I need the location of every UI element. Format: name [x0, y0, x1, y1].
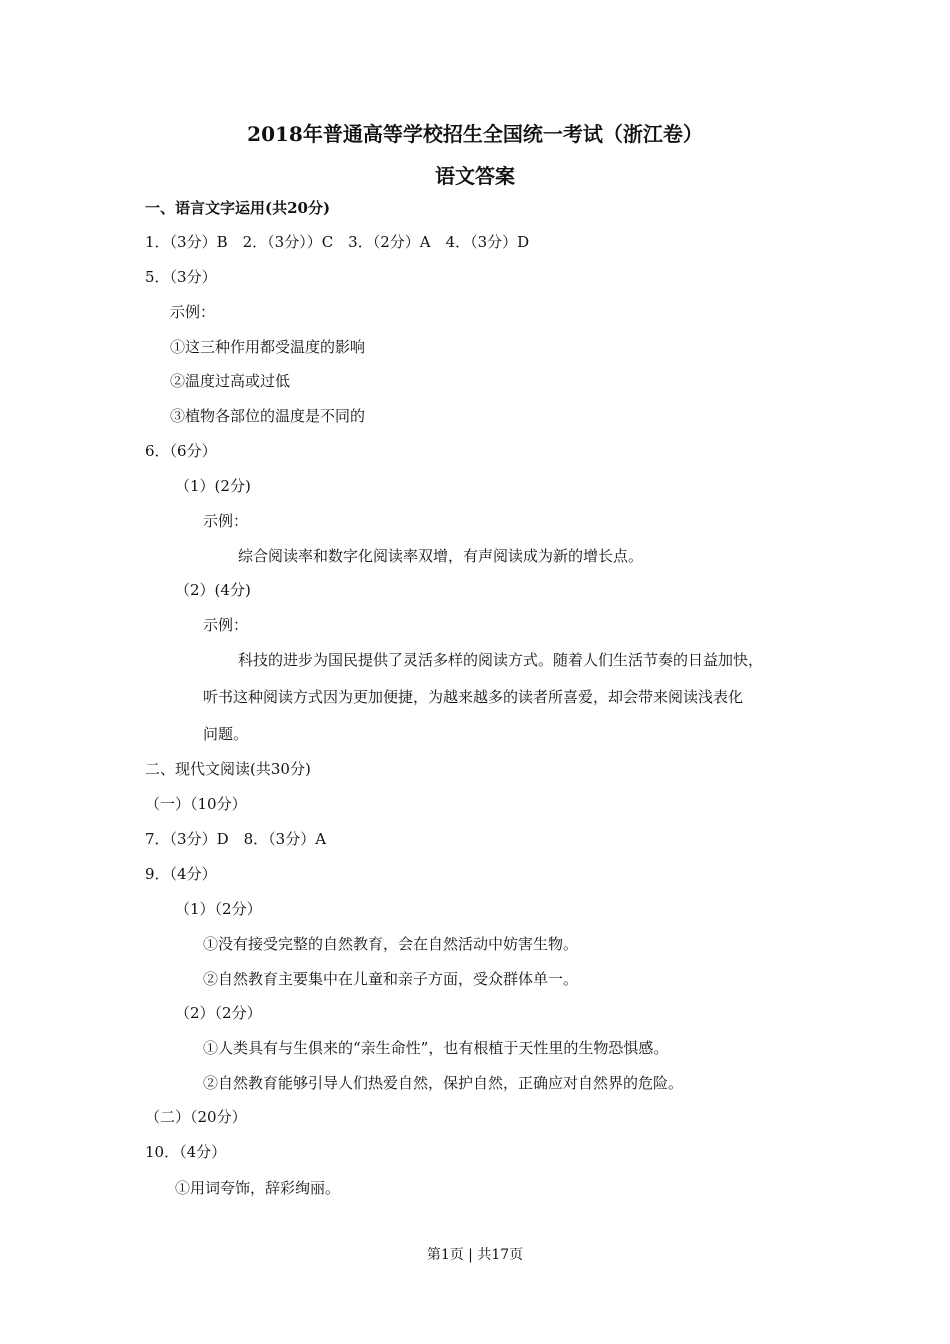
answer-line: ②自然教育能够引导人们热爱自然，保护自然，正确应对自然界的危险。: [203, 1074, 684, 1092]
doc-subtitle: 语文答案: [435, 164, 515, 188]
doc-title: 2018年普通高等学校招生全国统一考试（浙江卷）: [247, 122, 703, 146]
answer-line: 综合阅读率和数字化阅读率双增，有声阅读成为新的增长点。: [238, 547, 644, 565]
answer-line: 问题。: [203, 725, 249, 743]
answer-line: 6．（6分）: [145, 442, 217, 460]
answer-line: 7．（3分）D 8．（3分）A: [145, 830, 327, 848]
answer-line: 10．（4分）: [145, 1143, 227, 1161]
answer-line: （2）（2分）: [175, 1004, 262, 1022]
answer-line: ①没有接受完整的自然教育，会在自然活动中妨害生物。: [203, 935, 579, 953]
answer-line: ②温度过高或过低: [170, 372, 291, 390]
answer-line: ①用词夸饰，辞彩绚丽。: [175, 1179, 341, 1197]
page-footer: 第1页 | 共17页: [426, 1247, 524, 1263]
answer-line: 1．（3分）B 2．（3分））C 3．（2分）A 4．（3分）D: [145, 233, 530, 251]
answer-line: 9．（4分）: [145, 865, 217, 883]
answer-line: 示例：: [203, 616, 249, 634]
answer-line: 示例：: [203, 512, 249, 530]
answer-line: （一）（10分）: [145, 795, 247, 813]
answer-line: ②自然教育主要集中在儿童和亲子方面，受众群体单一。: [203, 970, 579, 988]
answer-line: ①这三种作用都受温度的影响: [170, 338, 366, 356]
answer-line: 示例：: [170, 303, 216, 321]
answer-line: ③植物各部位的温度是不同的: [170, 407, 366, 425]
answer-line: （2）(4分): [175, 581, 251, 599]
answer-line: （1）（2分）: [175, 900, 262, 918]
answer-line: 科技的进步为国民提供了灵活多样的阅读方式。随着人们生活节奏的日益加快，: [238, 651, 764, 669]
answer-line: （1）(2分): [175, 477, 251, 495]
section-heading-2: 二、现代文阅读(共30分): [145, 760, 311, 778]
answer-line: ①人类具有与生俱来的“亲生命性”，也有根植于天性里的生物恐惧感。: [203, 1039, 669, 1057]
answer-line: 听书这种阅读方式因为更加便捷，为越来越多的读者所喜爱，却会带来阅读浅表化: [203, 688, 744, 706]
answer-line: 5．（3分）: [145, 268, 217, 286]
section-heading-1: 一、语言文字运用(共20分): [145, 199, 331, 217]
answer-line: （二）（20分）: [145, 1108, 247, 1126]
